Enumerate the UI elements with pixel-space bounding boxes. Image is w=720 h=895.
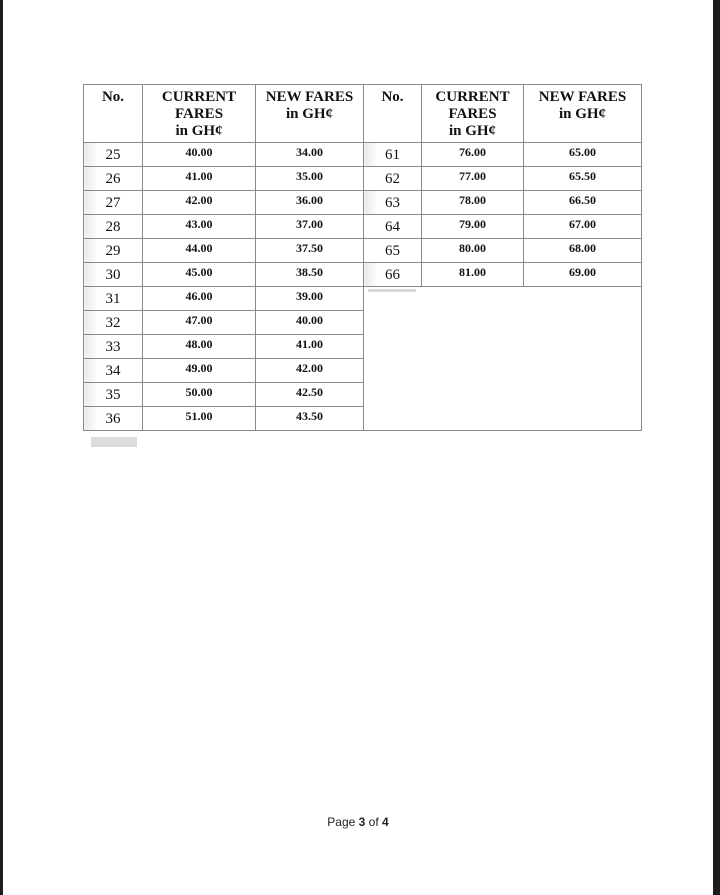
current-fare-cell: 43.00 bbox=[143, 215, 256, 239]
header-current-fares-left: CURRENT FARES in GH¢ bbox=[143, 85, 256, 143]
current-fare-cell: 47.00 bbox=[143, 311, 256, 335]
header-new-fares-left: NEW FARES in GH¢ bbox=[256, 85, 364, 143]
new-fare-cell: 41.00 bbox=[256, 335, 364, 359]
current-fare-cell: 40.00 bbox=[143, 143, 256, 167]
new-fare-cell: 67.00 bbox=[524, 215, 642, 239]
row-number: 65 bbox=[364, 239, 422, 263]
scan-smudge bbox=[368, 289, 416, 292]
table-row bbox=[84, 167, 642, 191]
row-number: 33 bbox=[84, 335, 143, 359]
current-fare-cell: 76.00 bbox=[422, 143, 524, 167]
new-fare-cell: 36.00 bbox=[256, 191, 364, 215]
new-fare-cell: 69.00 bbox=[524, 263, 642, 287]
header-current-fares-right: CURRENT FARES in GH¢ bbox=[422, 85, 524, 143]
current-fare-cell: 78.00 bbox=[422, 191, 524, 215]
fare-table bbox=[83, 84, 642, 431]
table-row bbox=[84, 143, 642, 167]
row-number: 64 bbox=[364, 215, 422, 239]
table-row bbox=[84, 287, 642, 311]
header-new-fares-right: NEW FARES in GH¢ bbox=[524, 85, 642, 143]
row-number: 66 bbox=[364, 263, 422, 287]
new-fare-cell: 37.00 bbox=[256, 215, 364, 239]
row-number: 30 bbox=[84, 263, 143, 287]
table-header-row bbox=[84, 85, 642, 143]
row-number: 34 bbox=[84, 359, 143, 383]
footer-page-total: 4 bbox=[382, 815, 389, 829]
current-fare-cell: 45.00 bbox=[143, 263, 256, 287]
header-no-left: No. bbox=[84, 85, 143, 143]
current-fare-cell: 44.00 bbox=[143, 239, 256, 263]
current-fare-cell: 79.00 bbox=[422, 215, 524, 239]
new-fare-cell: 42.50 bbox=[256, 383, 364, 407]
new-fare-cell: 37.50 bbox=[256, 239, 364, 263]
new-fare-cell: 43.50 bbox=[256, 407, 364, 431]
current-fare-cell: 41.00 bbox=[143, 167, 256, 191]
header-no-right: No. bbox=[364, 85, 422, 143]
table-row bbox=[84, 239, 642, 263]
table-row bbox=[84, 215, 642, 239]
new-fare-cell: 38.50 bbox=[256, 263, 364, 287]
row-number: 35 bbox=[84, 383, 143, 407]
footer-page-number: 3 bbox=[358, 815, 366, 829]
empty-cell-block bbox=[364, 287, 642, 431]
new-fare-cell: 42.00 bbox=[256, 359, 364, 383]
current-fare-cell: 50.00 bbox=[143, 383, 256, 407]
row-number: 62 bbox=[364, 167, 422, 191]
current-fare-cell: 77.00 bbox=[422, 167, 524, 191]
row-number: 27 bbox=[84, 191, 143, 215]
row-number: 63 bbox=[364, 191, 422, 215]
new-fare-cell: 68.00 bbox=[524, 239, 642, 263]
table-row bbox=[84, 191, 642, 215]
new-fare-cell: 40.00 bbox=[256, 311, 364, 335]
scan-smudge bbox=[91, 437, 137, 447]
new-fare-cell: 66.50 bbox=[524, 191, 642, 215]
row-number: 29 bbox=[84, 239, 143, 263]
new-fare-cell: 35.00 bbox=[256, 167, 364, 191]
footer-page-word: Page bbox=[327, 815, 356, 829]
page-footer bbox=[3, 815, 713, 829]
table-row bbox=[84, 263, 642, 287]
row-number: 32 bbox=[84, 311, 143, 335]
current-fare-cell: 42.00 bbox=[143, 191, 256, 215]
document-page bbox=[3, 0, 713, 895]
new-fare-cell: 39.00 bbox=[256, 287, 364, 311]
current-fare-cell: 80.00 bbox=[422, 239, 524, 263]
row-number: 25 bbox=[84, 143, 143, 167]
new-fare-cell: 65.50 bbox=[524, 167, 642, 191]
row-number: 31 bbox=[84, 287, 143, 311]
row-number: 36 bbox=[84, 407, 143, 431]
row-number: 61 bbox=[364, 143, 422, 167]
current-fare-cell: 46.00 bbox=[143, 287, 256, 311]
new-fare-cell: 34.00 bbox=[256, 143, 364, 167]
current-fare-cell: 48.00 bbox=[143, 335, 256, 359]
row-number: 28 bbox=[84, 215, 143, 239]
footer-of-word: of bbox=[368, 815, 379, 829]
row-number: 26 bbox=[84, 167, 143, 191]
current-fare-cell: 51.00 bbox=[143, 407, 256, 431]
current-fare-cell: 81.00 bbox=[422, 263, 524, 287]
current-fare-cell: 49.00 bbox=[143, 359, 256, 383]
new-fare-cell: 65.00 bbox=[524, 143, 642, 167]
